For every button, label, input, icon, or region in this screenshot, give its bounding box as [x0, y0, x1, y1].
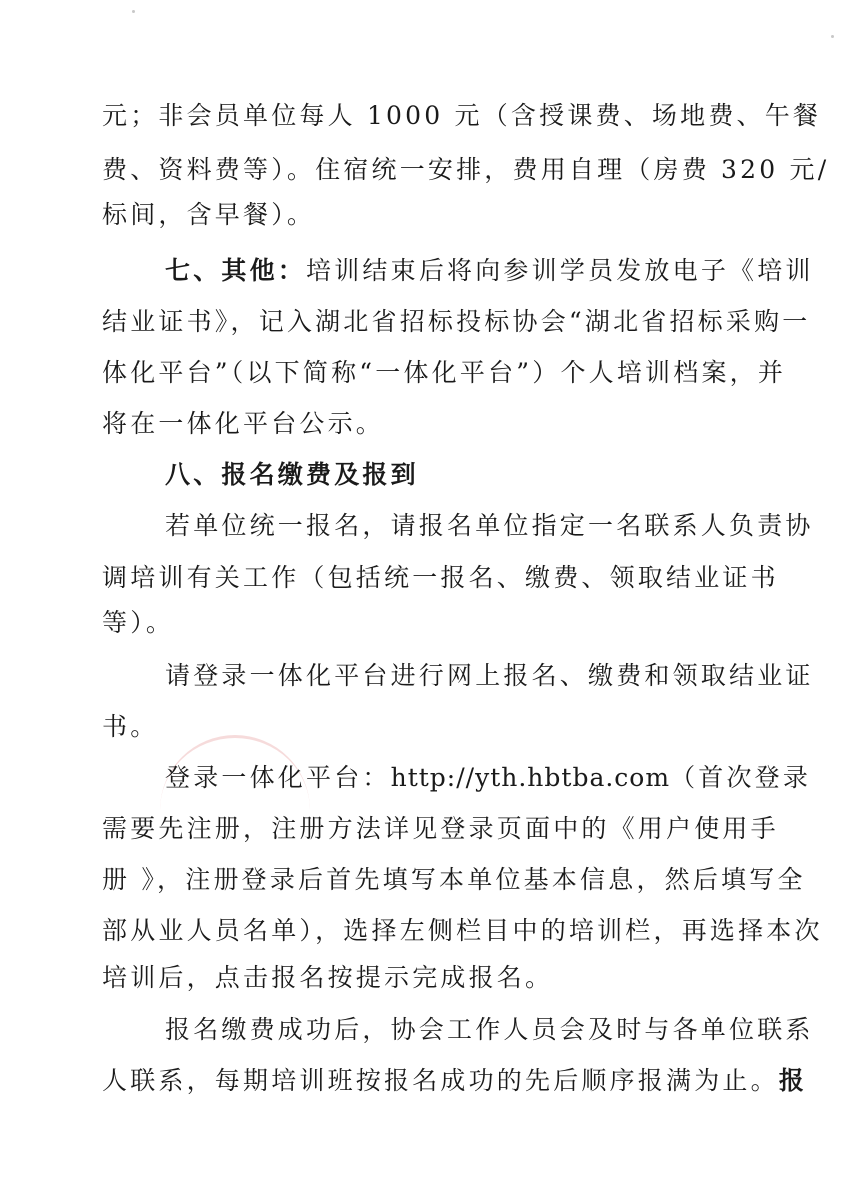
text-line: 将在一体化平台公示。 [102, 409, 385, 438]
text-line: 需要先注册，注册方法详见登录页面中的《用户使用手 [102, 814, 779, 843]
text-line: 报名缴费成功后，协会工作人员会及时与各单位联系 [165, 1015, 814, 1044]
text-line: 结业证书》，记入湖北省招标投标协会“湖北省招标采购一 [102, 307, 811, 336]
text-line: 培训后，点击报名按提示完成报名。 [102, 963, 554, 992]
scan-speck [132, 10, 135, 13]
text-line: 书。 [102, 712, 159, 741]
platform-url-link[interactable]: http://yth.hbtba.com [390, 763, 671, 792]
text-line-body: 人联系，每期培训班按报名成功的先后顺序报满为止。 [102, 1066, 779, 1095]
text-line: 费、资料费等）。住宿统一安排，费用自理（房费 320 元/ [102, 155, 830, 184]
text-line: 若单位统一报名，请报名单位指定一名联系人负责协 [165, 511, 814, 540]
text-line: 标间，含早餐）。 [102, 200, 316, 229]
section-7-heading: 七、其他： [165, 256, 307, 285]
login-line [165, 763, 811, 793]
scan-speck [831, 35, 834, 38]
text-line: 部从业人员名单），选择左侧栏目中的培训栏，再选择本次 [102, 916, 823, 945]
text-line: 册 》，注册登录后首先填写本单位基本信息，然后填写全 [102, 865, 806, 894]
login-after-url: （首次登录 [670, 763, 812, 792]
text-line-last [102, 1066, 807, 1096]
text-line: 等）。 [102, 608, 175, 637]
text-line: 请登录一体化平台进行网上报名、缴费和领取结业证 [165, 661, 814, 690]
text-line: 调培训有关工作（包括统一报名、缴费、领取结业证书 [102, 563, 779, 592]
trailing-bold-char: 报 [778, 1066, 808, 1095]
section-8-heading: 八、报名缴费及报到 [165, 460, 419, 489]
text-line: 元；非会员单位每人 1000 元（含授课费、场地费、午餐 [102, 101, 822, 130]
login-lead: 登录一体化平台： [165, 763, 391, 792]
section-7-text: 培训结束后将向参训学员发放电子《培训 [306, 256, 814, 285]
section-7-first-line [165, 256, 814, 286]
text-line: 体化平台”（以下简称“一体化平台”）个人培训档案，并 [102, 358, 787, 387]
